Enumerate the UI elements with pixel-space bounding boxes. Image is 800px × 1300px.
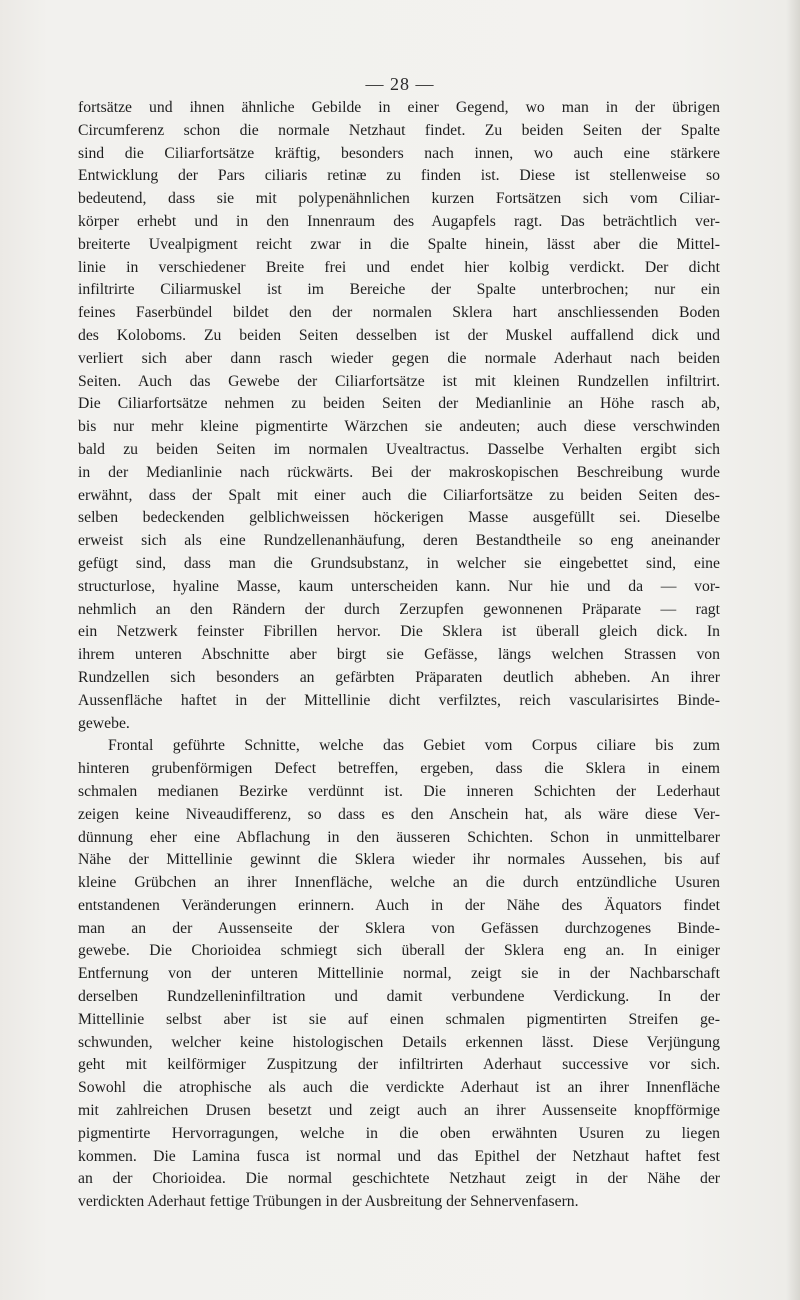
text-line: Aussenfläche haftet in der Mittellinie dicht verfilztes, reich vascularisirtes Binde- bbox=[78, 691, 720, 709]
text-line: linie in verschiedener Breite frei und endet hier kolbig verdickt. Der dicht bbox=[78, 258, 720, 276]
text-line: körper erhebt und in den Innenraum des Augapfels ragt. Das beträchtlich ver- bbox=[78, 212, 720, 230]
text-line: kleine Grübchen an ihrer Innenfläche, welche an die durch entzündliche Usuren bbox=[78, 874, 720, 892]
text-line: breiterte Uvealpigment reicht zwar in die Spalte hinein, lässt aber die Mittel- bbox=[78, 235, 720, 253]
text-line: bald zu beiden Seiten im normalen Uvealtractus. Dasselbe Verhalten ergibt sich bbox=[78, 440, 720, 458]
text-line: gefügt sind, dass man die Grundsubstanz, in welcher sie eingebettet sind, eine bbox=[78, 554, 720, 572]
text-line: erwähnt, dass der Spalt mit einer auch die Ciliarfortsätze zu beiden Seiten des- bbox=[78, 486, 720, 504]
text-line: Rundzellen sich besonders an gefärbten Präparaten deutlich abheben. An ihrer bbox=[78, 668, 720, 686]
text-line: zeigen keine Niveaudifferenz, so dass es den Anschein hat, als wäre diese Ver- bbox=[78, 805, 720, 823]
text-line: gewebe. Die Chorioidea schmiegt sich überall der Sklera eng an. In einiger bbox=[78, 942, 720, 960]
text-line: ihrem unteren Abschnitte aber birgt sie Gefässe, längs welchen Strassen von bbox=[78, 646, 720, 664]
text-line: erweist sich als eine Rundzellenanhäufung, deren Bestandtheile so eng aneinander bbox=[78, 532, 720, 550]
text-line: des Koloboms. Zu beiden Seiten desselben ist der Muskel auffallend dick und bbox=[78, 326, 720, 344]
text-line: sind die Ciliarfortsätze kräftig, besonders nach innen, wo auch eine stärkere bbox=[78, 144, 720, 162]
text-line: Frontal geführte Schnitte, welche das Gebiet vom Corpus ciliare bis zum bbox=[108, 737, 720, 755]
text-line: schwunden, welcher keine histologischen Details erkennen lässt. Diese Verjüngung bbox=[78, 1033, 720, 1051]
text-line: an der Chorioidea. Die normal geschichtete Netzhaut zeigt in der Nähe der bbox=[78, 1170, 720, 1188]
text-line: bedeutend, dass sie mit polypenähnlichen kurzen Fortsätzen sich vom Ciliar- bbox=[78, 190, 720, 208]
text-line: schmalen medianen Bezirke verdünnt ist. Die inneren Schichten der Lederhaut bbox=[78, 782, 720, 800]
text-line: feines Faserbündel bildet den der normalen Sklera hart anschliessenden Boden bbox=[78, 304, 720, 322]
text-line: structurlose, hyaline Masse, kaum unterscheiden kann. Nur hie und da — vor- bbox=[78, 577, 720, 595]
text-line: bis nur mehr kleine pigmentirte Wärzchen sie andeuten; auch diese verschwinden bbox=[78, 418, 720, 436]
text-line: derselben Rundzelleninfiltration und damit verbundene Verdickung. In der bbox=[78, 988, 720, 1006]
page-spine-shadow bbox=[786, 0, 800, 1300]
text-line: ein Netzwerk feinster Fibrillen hervor. Die Sklera ist überall gleich dick. In bbox=[78, 623, 720, 641]
text-line: Sowohl die atrophische als auch die verdickte Aderhaut ist an ihrer Innenfläche bbox=[78, 1079, 720, 1097]
text-line: dünnung eher eine Abflachung in den äusseren Schichten. Schon in unmittelbarer bbox=[78, 828, 720, 846]
text-line: entstandenen Veränderungen erinnern. Auch in der Nähe des Äquators findet bbox=[78, 896, 720, 914]
text-line: nehmlich an den Rändern der durch Zerzupfen gewonnenen Präparate — ragt bbox=[78, 600, 720, 618]
text-line: Seiten. Auch das Gewebe der Ciliarfortsätze ist mit kleinen Rundzellen infiltrirt. bbox=[78, 372, 720, 390]
text-line: hinteren grubenförmigen Defect betreffen, ergeben, dass die Sklera in einem bbox=[78, 760, 720, 778]
text-line: verliert sich aber dann rasch wieder gegen die normale Aderhaut nach beiden bbox=[78, 349, 720, 367]
text-line: gewebe. bbox=[78, 714, 130, 732]
page-number: — 28 — bbox=[365, 74, 435, 94]
text-line: verdickten Aderhaut fettige Trübungen in der Ausbreitung der Sehnervenfasern. bbox=[78, 1193, 579, 1211]
text-line: pigmentirte Hervorragungen, welche in die oben erwähnten Usuren zu liegen bbox=[78, 1124, 720, 1142]
text-line: Entfernung von der unteren Mittellinie normal, zeigt sie in der Nachbarschaft bbox=[78, 965, 720, 983]
text-line: geht mit keilförmiger Zuspitzung der infiltrirten Aderhaut successive vor sich. bbox=[78, 1056, 720, 1074]
text-line: Nähe der Mittellinie gewinnt die Sklera wieder ihr normales Aussehen, bis auf bbox=[78, 851, 720, 869]
text-line: Mittellinie selbst aber ist sie auf einen schmalen pigmentirten Streifen ge- bbox=[78, 1010, 720, 1028]
text-line: selben bedeckenden gelblichweissen höckerigen Masse ausgefüllt sei. Dieselbe bbox=[78, 509, 720, 527]
text-line: mit zahlreichen Drusen besetzt und zeigt auch an ihrer Aussenseite knopfförmige bbox=[78, 1102, 720, 1120]
text-line: infiltrirte Ciliarmuskel ist im Bereiche der Spalte unterbrochen; nur ein bbox=[78, 281, 720, 299]
text-line: Circumferenz schon die normale Netzhaut findet. Zu beiden Seiten der Spalte bbox=[78, 121, 720, 139]
text-line: in der Medianlinie nach rückwärts. Bei der makroskopischen Beschreibung wurde bbox=[78, 463, 720, 481]
text-line: Entwicklung der Pars ciliaris retinæ zu finden ist. Diese ist stellenweise so bbox=[78, 167, 720, 185]
text-line: Die Ciliarfortsätze nehmen zu beiden Seiten der Medianlinie an Höhe rasch ab, bbox=[78, 395, 720, 413]
text-line: fortsätze und ihnen ähnliche Gebilde in einer Gegend, wo man in der übrigen bbox=[78, 99, 720, 116]
text-line: kommen. Die Lamina fusca ist normal und das Epithel der Netzhaut haftet fest bbox=[78, 1147, 720, 1165]
body-text bbox=[78, 97, 720, 1214]
text-line: man an der Aussenseite der Sklera von Gefässen durchzogenes Binde- bbox=[78, 919, 720, 937]
